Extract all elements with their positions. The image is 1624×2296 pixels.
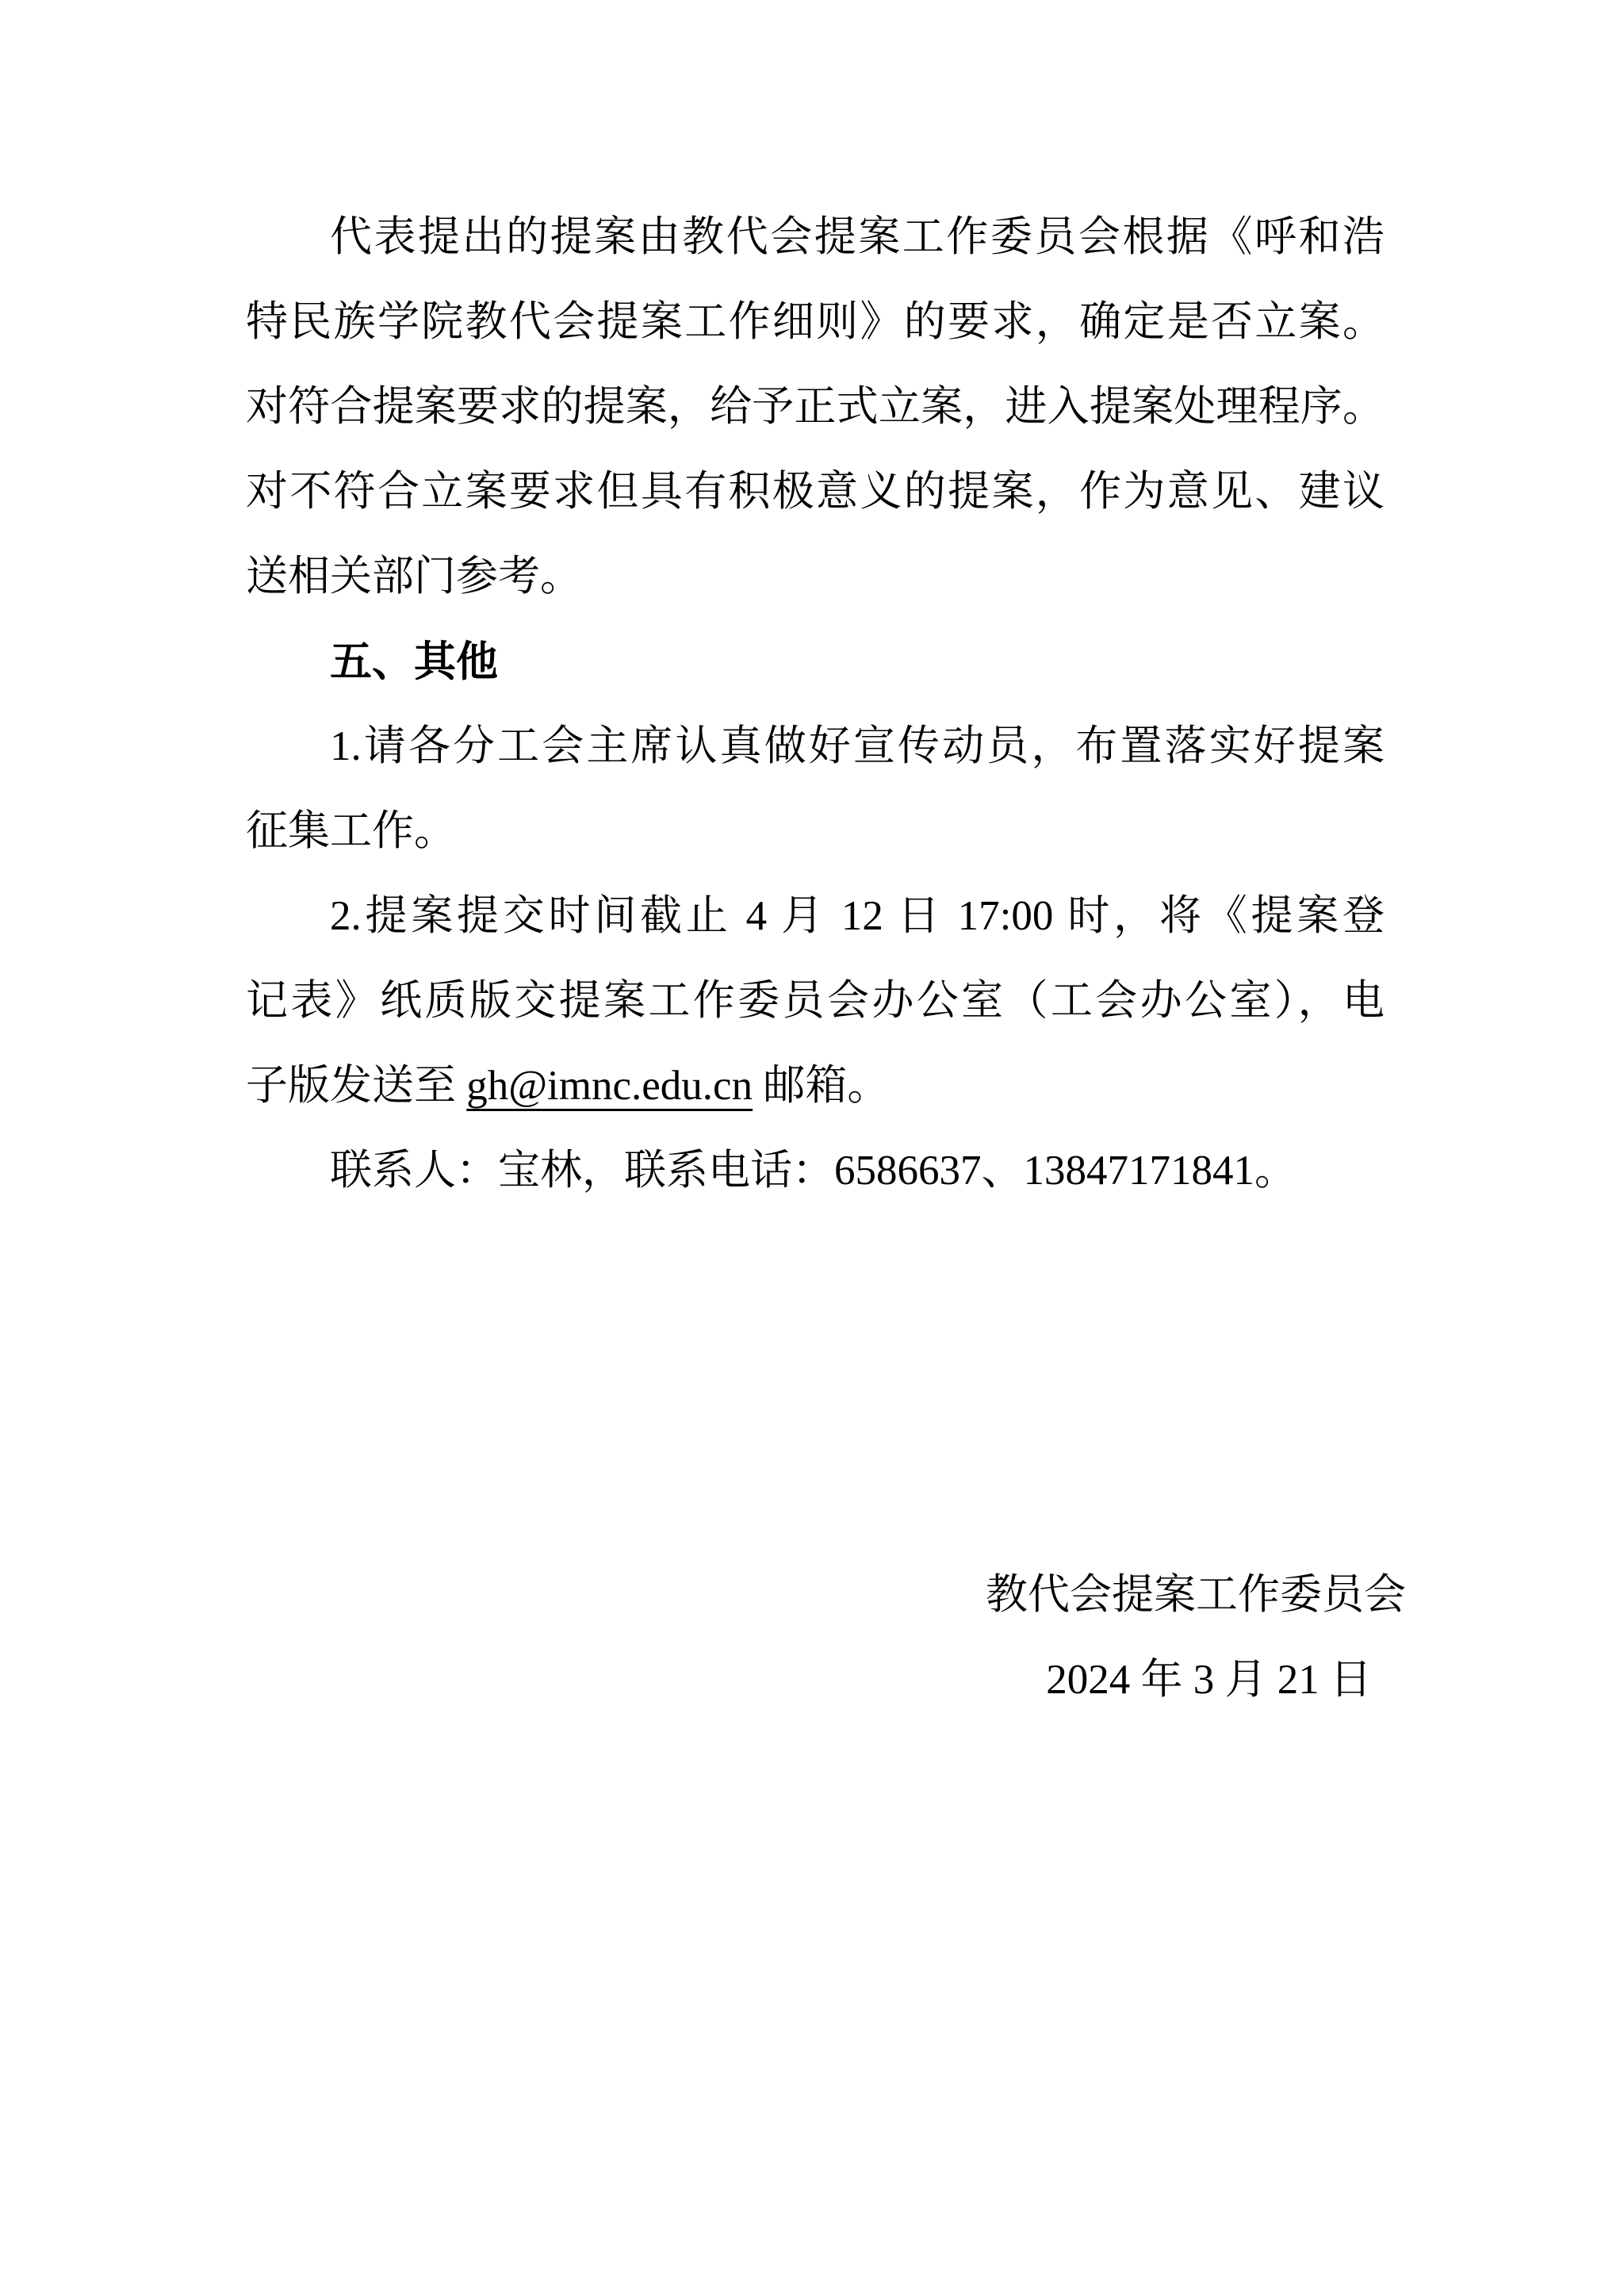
list-item-line: 1.请各分工会主席认真做好宣传动员，布置落实好提案	[330, 723, 1385, 769]
email-link[interactable]: gh@imnc.edu.cn	[466, 1063, 753, 1109]
signature: 教代会提案工作委员会	[986, 1572, 1406, 1618]
paragraph-line: 特民族学院教代会提案工作细则》的要求，确定是否立案。	[246, 299, 1385, 345]
email-line-prefix: 子版发送至	[246, 1063, 467, 1109]
document-body	[246, 195, 1406, 1723]
paragraph-line: 记表》纸质版交提案工作委员会办公室（工会办公室），电	[246, 978, 1385, 1024]
blank-space	[246, 1213, 1385, 1553]
section-heading: 五、其他	[330, 638, 498, 685]
paragraph-line: 征集工作。	[246, 808, 456, 854]
paragraph-line: 送相关部门参考。	[246, 554, 582, 600]
paragraph-line: 对不符合立案要求但具有积极意义的提案，作为意见、建议	[246, 469, 1385, 515]
paragraph-line: 代表提出的提案由教代会提案工作委员会根据《呼和浩	[330, 214, 1385, 260]
email-line	[246, 1044, 1385, 1129]
signature-date: 2024 年 3 月 21 日	[1046, 1657, 1372, 1703]
contact-line: 联系人：宝林，联系电话：6586637、13847171841。	[330, 1148, 1297, 1194]
list-item-line: 2.提案提交时间截止 4 月 12 日 17:00 时，将《提案登	[330, 893, 1385, 939]
paragraph-line: 对符合提案要求的提案，给予正式立案，进入提案处理程序。	[246, 384, 1385, 430]
email-line-suffix: 邮箱。	[753, 1063, 890, 1109]
